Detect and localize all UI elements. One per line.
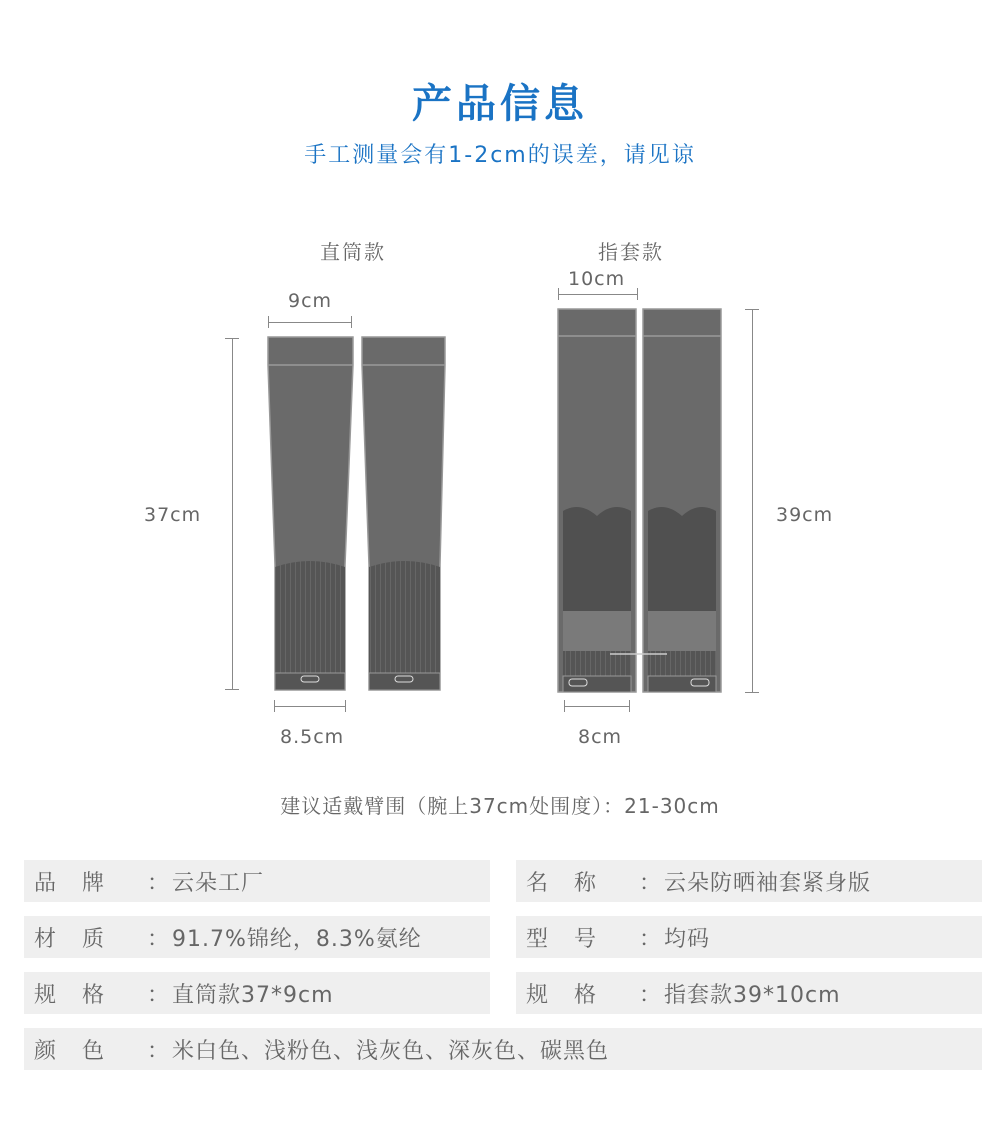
finger-top-width-line (558, 294, 638, 295)
spec-key: 材质 (34, 926, 131, 952)
finger-length-tick-bottom (745, 692, 759, 693)
page-subtitle: 手工测量会有1-2cm的误差，请见谅 (304, 143, 696, 168)
spec-separator: ： (146, 926, 169, 952)
finger-top-width-label: 10cm (568, 268, 626, 290)
spec-value: 云朵防晒袖套紧身版 (664, 870, 872, 896)
finger-bottom-width-line (564, 706, 630, 707)
finger-top-tick-right (637, 288, 638, 300)
finger-sleeve-right (643, 309, 721, 692)
spec-separator: ： (638, 926, 661, 952)
straight-bottom-width-label: 8.5cm (280, 726, 345, 748)
finger-bottom-width-label: 8cm (578, 726, 623, 748)
finger-style-label: 指套款 (598, 240, 664, 264)
spec-value: 云朵工厂 (172, 870, 265, 896)
fit-note: 建议适戴臂围（腕上37cm处围度）：21-30cm (280, 794, 720, 818)
straight-top-width-line (268, 322, 352, 323)
spec-row-name (516, 860, 982, 902)
spec-value: 均码 (664, 926, 711, 952)
spec-row-color (24, 1028, 982, 1070)
straight-sleeve-right (362, 337, 445, 690)
finger-sleeve-left (558, 309, 636, 692)
finger-top-tick-left (558, 288, 559, 300)
straight-bottom-width-line (274, 706, 346, 707)
straight-length-line (232, 338, 233, 690)
straight-sleeve-left (268, 337, 353, 690)
spec-row-model (516, 916, 982, 958)
straight-length-tick-top (225, 338, 239, 339)
spec-separator: ： (638, 982, 661, 1008)
straight-top-tick-left (268, 316, 269, 328)
spec-key: 名称 (526, 870, 623, 896)
spec-row-brand (24, 860, 490, 902)
finger-bottom-tick-left (564, 700, 565, 712)
finger-length-tick-top (745, 309, 759, 310)
spec-value: 指套款39*10cm (664, 982, 841, 1008)
spec-key: 型号 (526, 926, 623, 952)
spec-separator: ： (146, 870, 169, 896)
straight-style-label: 直筒款 (320, 240, 386, 264)
spec-key: 品牌 (34, 870, 131, 896)
spec-row-size-finger (516, 972, 982, 1014)
finger-bottom-tick-right (629, 700, 630, 712)
spec-separator: ： (638, 870, 661, 896)
straight-bottom-tick-left (274, 700, 275, 712)
spec-key: 颜色 (34, 1038, 131, 1064)
straight-bottom-tick-right (345, 700, 346, 712)
spec-separator: ： (146, 982, 169, 1008)
finger-sleeves-illustration (555, 306, 725, 696)
spec-key: 规格 (526, 982, 623, 1008)
spec-row-size-straight (24, 972, 490, 1014)
spec-key: 规格 (34, 982, 131, 1008)
spec-separator: ： (146, 1038, 169, 1064)
finger-length-label: 39cm (776, 504, 834, 526)
page-title: 产品信息 (412, 81, 588, 127)
spec-value: 米白色、浅粉色、浅灰色、深灰色、碳黑色 (172, 1038, 610, 1064)
straight-sleeves-illustration (265, 335, 450, 693)
straight-top-width-label: 9cm (288, 290, 333, 312)
spec-value: 直筒款37*9cm (172, 982, 334, 1008)
finger-length-line (752, 309, 753, 693)
spec-value: 91.7%锦纶，8.3%氨纶 (172, 926, 422, 952)
straight-top-tick-right (351, 316, 352, 328)
straight-length-tick-bottom (225, 689, 239, 690)
straight-length-label: 37cm (144, 504, 202, 526)
spec-row-material (24, 916, 490, 958)
